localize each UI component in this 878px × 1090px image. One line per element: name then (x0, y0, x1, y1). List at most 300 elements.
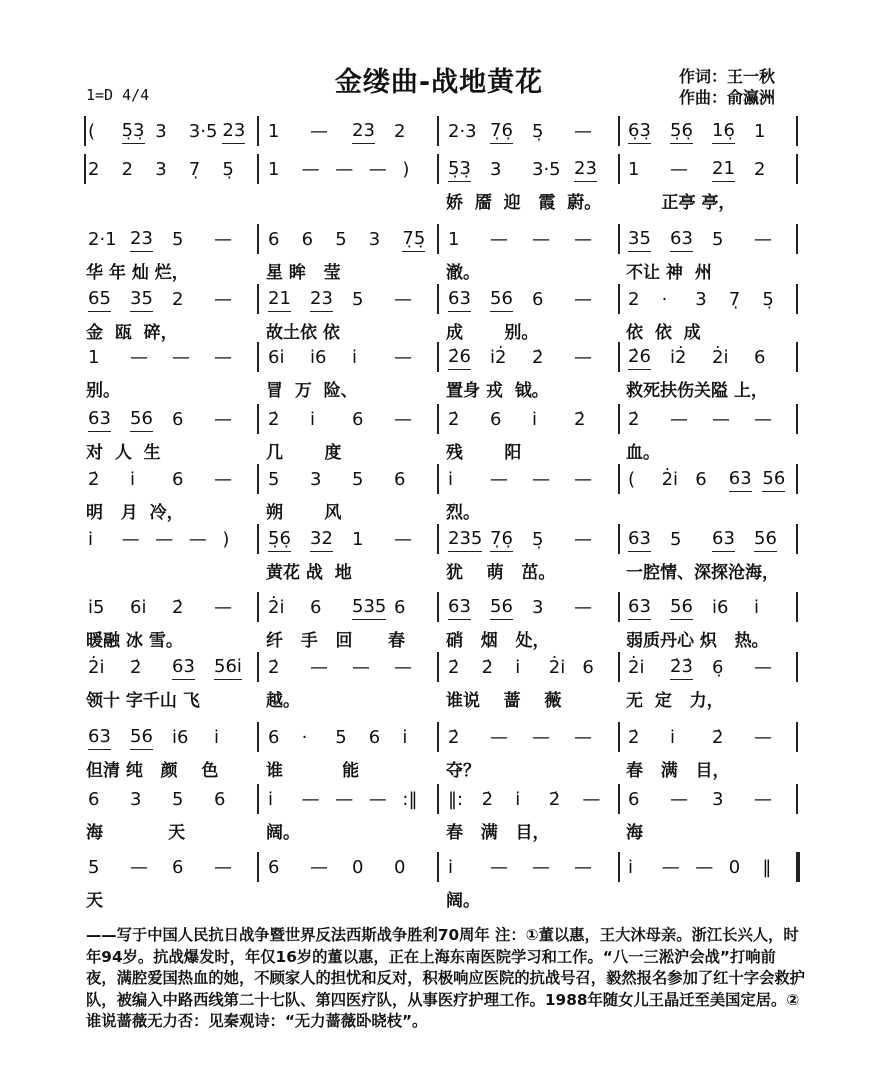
note: 2̇i̇ (548, 657, 566, 678)
note: i̇6 (310, 347, 327, 368)
bracket: ( (88, 121, 96, 142)
note: 1 (352, 529, 364, 550)
note: 16̣ (712, 121, 735, 144)
note: 5 (352, 469, 364, 490)
note: 63 (88, 409, 111, 432)
measure (448, 596, 616, 620)
dash: — (754, 789, 772, 810)
barline (796, 524, 798, 554)
dash: — (574, 727, 592, 748)
measure (88, 726, 256, 750)
measure (268, 528, 436, 552)
note: 2̇i̇ (661, 469, 679, 490)
note: 2̇ (88, 469, 100, 490)
dash: — (532, 727, 550, 748)
note: i̇ (448, 469, 454, 490)
dash: — (574, 121, 592, 142)
note: i̇ (448, 857, 454, 878)
lyric-line: 故土依 依 (266, 323, 340, 343)
barline (618, 154, 620, 184)
lyric-line: 领十 字千山 飞 (86, 691, 200, 711)
barline (437, 784, 439, 814)
dash: — (214, 857, 232, 878)
dash: — (574, 857, 592, 878)
measure (88, 346, 256, 370)
note: 63 (448, 597, 471, 620)
note: i̇6 (712, 597, 729, 618)
note: i̇ (88, 529, 94, 550)
note: 5 (335, 727, 347, 748)
barline (257, 224, 259, 254)
barline (618, 852, 620, 882)
dash: — (670, 159, 688, 180)
lyric-line: 几 度 (266, 443, 342, 463)
measure (268, 726, 436, 750)
note: 63 (712, 529, 735, 552)
dash: — (301, 159, 320, 180)
note: 2̇3̇ (670, 657, 693, 680)
measure (88, 228, 256, 252)
measure (88, 120, 256, 144)
note: 6 (582, 657, 594, 678)
note: i̇2̇ (670, 347, 687, 368)
barline (618, 284, 620, 314)
measure (88, 288, 256, 312)
note: 535 (352, 597, 386, 620)
measure (448, 228, 616, 252)
note: 5̣ (532, 529, 544, 550)
note: 2̇ (172, 597, 184, 618)
note: 3·5 (532, 159, 561, 180)
note: 5 (172, 229, 184, 250)
note: 6i̇ (268, 347, 285, 368)
measure (448, 158, 616, 182)
lyric-line: 春 满 目， (446, 823, 550, 843)
measure (268, 856, 436, 880)
note: 5̣3̣ (448, 159, 471, 182)
note: 63 (670, 229, 693, 252)
lyric-line: 但清 纯 颜 色 (86, 761, 219, 781)
dash: — (301, 789, 320, 810)
barline (796, 722, 798, 752)
note: 2̇ (574, 409, 586, 430)
lyric-line: 血。 (626, 443, 660, 463)
barline (618, 224, 620, 254)
note: i̇2̇ (490, 347, 507, 368)
measure (448, 408, 616, 432)
barline (257, 404, 259, 434)
dash: — (335, 159, 354, 180)
lyric-line: 烈。 (446, 503, 480, 523)
lyric-line: 冒 万 险、 (266, 381, 358, 401)
note: · (301, 727, 308, 748)
note: 1 (448, 229, 460, 250)
note: 6 (268, 229, 280, 250)
note: i̇6 (172, 727, 189, 748)
note: 56 (670, 597, 693, 620)
note: i̇ (310, 409, 316, 430)
barline (796, 404, 798, 434)
note: 3 (310, 469, 322, 490)
barline (84, 116, 86, 146)
barline (257, 652, 259, 682)
dash: — (310, 857, 328, 878)
barline (796, 464, 798, 494)
measure (88, 656, 256, 680)
barline (437, 852, 439, 882)
note: 6̣3̣ (628, 121, 651, 144)
note: · (661, 289, 668, 310)
measure (448, 288, 616, 312)
note: 6 (394, 597, 406, 618)
note: 3 (155, 159, 167, 180)
measure (628, 120, 796, 144)
note: 6 (172, 469, 184, 490)
dash: — (214, 597, 232, 618)
dash: — (121, 529, 140, 550)
note: 2 (628, 289, 640, 310)
dash: — (670, 409, 688, 430)
measure (448, 856, 616, 880)
bracket: ) (222, 529, 230, 550)
dash: — (368, 159, 387, 180)
barline (437, 154, 439, 184)
measure (268, 158, 436, 182)
barline (618, 592, 620, 622)
lyric-line: 犹 萌 茁。 (446, 563, 556, 583)
note: i̇5 (88, 597, 105, 618)
lyric-line: 残 阳 (446, 443, 522, 463)
note: 2̇ (448, 657, 460, 678)
measure (628, 596, 796, 620)
note: 2̇ (712, 727, 724, 748)
note: i̇ (352, 347, 358, 368)
measure (88, 596, 256, 620)
dash: — (532, 857, 550, 878)
note: 2̇ (532, 347, 544, 368)
lyric-line: 明 月 冷， (86, 503, 184, 523)
barline (618, 784, 620, 814)
note: 6 (172, 409, 184, 430)
note: 6̣ (712, 657, 724, 678)
barline (618, 722, 620, 752)
note: 6 (310, 597, 322, 618)
measure (268, 120, 436, 144)
note: 5 (88, 857, 100, 878)
barline (257, 116, 259, 146)
note: 3 (368, 229, 381, 250)
note: 5̣ (532, 121, 544, 142)
lyric-line: 别。 (86, 381, 120, 401)
note: 6 (754, 347, 766, 368)
note: 2̇ (448, 409, 460, 430)
final-barline (796, 852, 800, 882)
note: 3 (490, 159, 502, 180)
dash: — (661, 857, 680, 878)
note: 6 (628, 789, 640, 810)
note: 2 (172, 289, 184, 310)
measure (88, 788, 256, 812)
key-signature: 1=D 4/4 (86, 86, 150, 104)
dash: — (532, 469, 550, 490)
bracket: ) (402, 159, 410, 180)
dash: — (754, 409, 772, 430)
dash: — (574, 469, 592, 490)
barline (257, 592, 259, 622)
note: 2̇i̇ (268, 597, 285, 618)
note: 21 (712, 159, 735, 182)
note: 63 (88, 727, 111, 750)
note: 3 (155, 121, 167, 142)
dash: — (310, 657, 328, 678)
note: 2̇ (481, 789, 494, 810)
dash: — (574, 229, 592, 250)
note: 63 (628, 529, 651, 552)
note: 6 (695, 469, 707, 490)
note: 6 (532, 289, 544, 310)
lyric-line: 正亭 亭， (626, 193, 736, 213)
note: 7̣5̣ (402, 229, 425, 252)
note: 5̣6̣ (268, 529, 291, 552)
lyric-line: 天 (86, 891, 103, 911)
note: 6 (301, 229, 314, 250)
note: 5̣ (762, 289, 774, 310)
dash: — (394, 289, 412, 310)
note: 7̣6̣ (490, 529, 513, 552)
measure (628, 656, 796, 680)
barline (257, 524, 259, 554)
note: 1 (754, 121, 766, 142)
barline (618, 342, 620, 372)
dash: — (394, 347, 412, 368)
note: 21 (268, 289, 291, 312)
note: i̇ (754, 597, 760, 618)
measure (448, 346, 616, 370)
song-title: 金缕曲-战地黄花 (334, 67, 544, 98)
dash: — (394, 657, 412, 678)
barline (257, 464, 259, 494)
note: 56 (490, 289, 513, 312)
lyric-line: 星 眸 莹 (266, 263, 341, 283)
lyric-line: 暖融 冰 雪。 (86, 631, 183, 651)
note: 5 (335, 229, 347, 250)
note: 2̇i̇ (628, 657, 645, 678)
note: i̇ (670, 727, 676, 748)
dash: — (582, 789, 601, 810)
measure (88, 408, 256, 432)
barline (437, 524, 439, 554)
note: 2̇ (130, 657, 142, 678)
note: 5̣6̣ (670, 121, 693, 144)
lyric-line: 海 (626, 823, 643, 843)
note: 35 (130, 289, 153, 312)
lyric-line: 弱质丹心 炽 热。 (626, 631, 769, 651)
dash: — (155, 529, 174, 550)
lyric-line: 阔。 (446, 891, 480, 911)
note: 0 (728, 857, 741, 878)
note: 63 (448, 289, 471, 312)
measure (448, 120, 616, 144)
dash: — (352, 657, 370, 678)
dash: — (574, 597, 592, 618)
dash: — (754, 727, 772, 748)
note: 5̣ (222, 159, 234, 180)
barline (84, 154, 86, 184)
note: 32 (310, 529, 333, 552)
note: 23 (352, 121, 375, 144)
lyric-line: 金 瓯 碎， (86, 323, 178, 343)
lyric-line: 谁 能 (266, 761, 360, 781)
barline (796, 784, 798, 814)
note: 3·5 (188, 121, 218, 142)
note: 6 (88, 789, 100, 810)
note: 23 (310, 289, 333, 312)
lyric-line: 夺？ (446, 761, 480, 781)
measure (628, 408, 796, 432)
lyric-line: 春 满 目， (626, 761, 730, 781)
note: 56 (762, 469, 785, 492)
barline (796, 284, 798, 314)
note: 0 (352, 857, 364, 878)
barline (618, 524, 620, 554)
barline (796, 592, 798, 622)
bracket: ( (628, 469, 636, 490)
dash: — (214, 289, 232, 310)
note: 23 (574, 159, 597, 182)
dash: — (490, 229, 508, 250)
dash: — (490, 469, 508, 490)
note: 6 (490, 409, 502, 430)
note: 5 (670, 529, 682, 550)
note: 5̣3̣ (122, 121, 145, 144)
note: 6 (268, 857, 280, 878)
note: 2̇i̇ (88, 657, 105, 678)
measure (448, 788, 616, 812)
measure (268, 596, 436, 620)
note: ‖: (448, 789, 464, 810)
note: 2·3 (448, 121, 477, 142)
barline (437, 116, 439, 146)
note: 1 (88, 347, 100, 368)
note: i̇ (130, 469, 136, 490)
measure (268, 788, 436, 812)
note: 6i̇ (130, 597, 147, 618)
barline (796, 342, 798, 372)
lyric-line: 成 别。 (446, 323, 539, 343)
composer: 作曲：俞瀛洲 (679, 88, 776, 107)
note: 0 (394, 857, 406, 878)
note: 2̇ (628, 409, 640, 430)
lyricist: 作词：王一秋 (679, 67, 776, 86)
lyric-line: 华 年 灿 烂， (86, 263, 189, 283)
note: 7̣6̣ (490, 121, 513, 144)
note: 2 (754, 159, 766, 180)
measure (448, 726, 616, 750)
dash: — (130, 857, 148, 878)
note: 5 (268, 469, 280, 490)
dash: — (188, 529, 207, 550)
lyric-line: 对 人 生 (86, 443, 161, 463)
measure (628, 158, 796, 182)
barline (257, 852, 259, 882)
measure (628, 726, 796, 750)
lyric-line: 越。 (266, 691, 300, 711)
lyric-line: 黄花 战 地 (266, 563, 352, 583)
barline (437, 464, 439, 494)
lyric-line: 谁说 蔷 薇 (446, 691, 562, 711)
note: i̇ (214, 727, 220, 748)
note: 3 (130, 789, 142, 810)
barline (257, 722, 259, 752)
note: 235 (448, 529, 482, 552)
lyric-line: 纤 手 回 春 (266, 631, 406, 651)
measure (268, 468, 436, 492)
barline (796, 154, 798, 184)
lyric-line: 海 天 (86, 823, 186, 843)
note: i̇ (628, 857, 634, 878)
barline (618, 652, 620, 682)
measure (268, 656, 436, 680)
note: 6 (172, 857, 184, 878)
dash: — (670, 789, 688, 810)
note: 56i̇ (214, 657, 242, 680)
dash: — (172, 347, 190, 368)
barline (437, 652, 439, 682)
lyric-line: 置身 戎 钺。 (446, 381, 549, 401)
lyric-line: 不让 神 州 (626, 263, 712, 283)
note: 5 (352, 289, 364, 310)
note: i̇ (532, 409, 538, 430)
note: 63 (172, 657, 195, 680)
note: 3 (695, 289, 707, 310)
measure (268, 228, 436, 252)
dash: — (394, 529, 412, 550)
note: ‖ (762, 857, 772, 878)
dash: — (394, 409, 412, 430)
note: 6 (394, 469, 406, 490)
barline (437, 404, 439, 434)
measure (628, 788, 796, 812)
measure (448, 468, 616, 492)
dash: — (574, 529, 592, 550)
dash: — (214, 409, 232, 430)
dash: — (490, 857, 508, 878)
dash: — (754, 657, 772, 678)
barline (796, 116, 798, 146)
lyric-line: 阔。 (266, 823, 300, 843)
measure (628, 346, 796, 370)
note: 7̣ (728, 289, 741, 310)
note: i̇ (515, 657, 521, 678)
note: 35 (628, 229, 651, 252)
note: 2 (88, 159, 100, 180)
note: 2 (394, 121, 406, 142)
dash: — (310, 121, 328, 142)
note: 6 (268, 727, 280, 748)
measure (88, 528, 256, 552)
note: 1 (628, 159, 640, 180)
measure (268, 288, 436, 312)
note: 6 (214, 789, 226, 810)
note: 63 (729, 469, 752, 492)
measure (448, 656, 616, 680)
note: 2̇ (448, 727, 460, 748)
note: 2̇ (481, 657, 494, 678)
note: 2̇ (268, 409, 280, 430)
dash: — (574, 289, 592, 310)
lyric-line: 娇 靥 迎 霞 蔚。 (446, 193, 602, 213)
footnote: ——写于中国人民抗日战争暨世界反法西斯战争胜利70周年 注：①董以惠，王大沐母亲。浙江长兴人，时年94岁。抗战爆发时，年仅16岁的董以惠，正在上海东南医院学习和工作。“八一三淞沪会战”打响前夜，满腔爱国热血的她，不顾家人的担忧和反对，积极响应医院的抗战号召，毅然报名参加了红十字会救护队，被编入中路西线第二十七队、第四医疗队，从事医疗护理工作。1988年随女儿王晶迁至美国定居。②谁说蔷薇无力否：见秦观诗：“无力蔷薇卧晓枝”。 (86, 926, 805, 1030)
